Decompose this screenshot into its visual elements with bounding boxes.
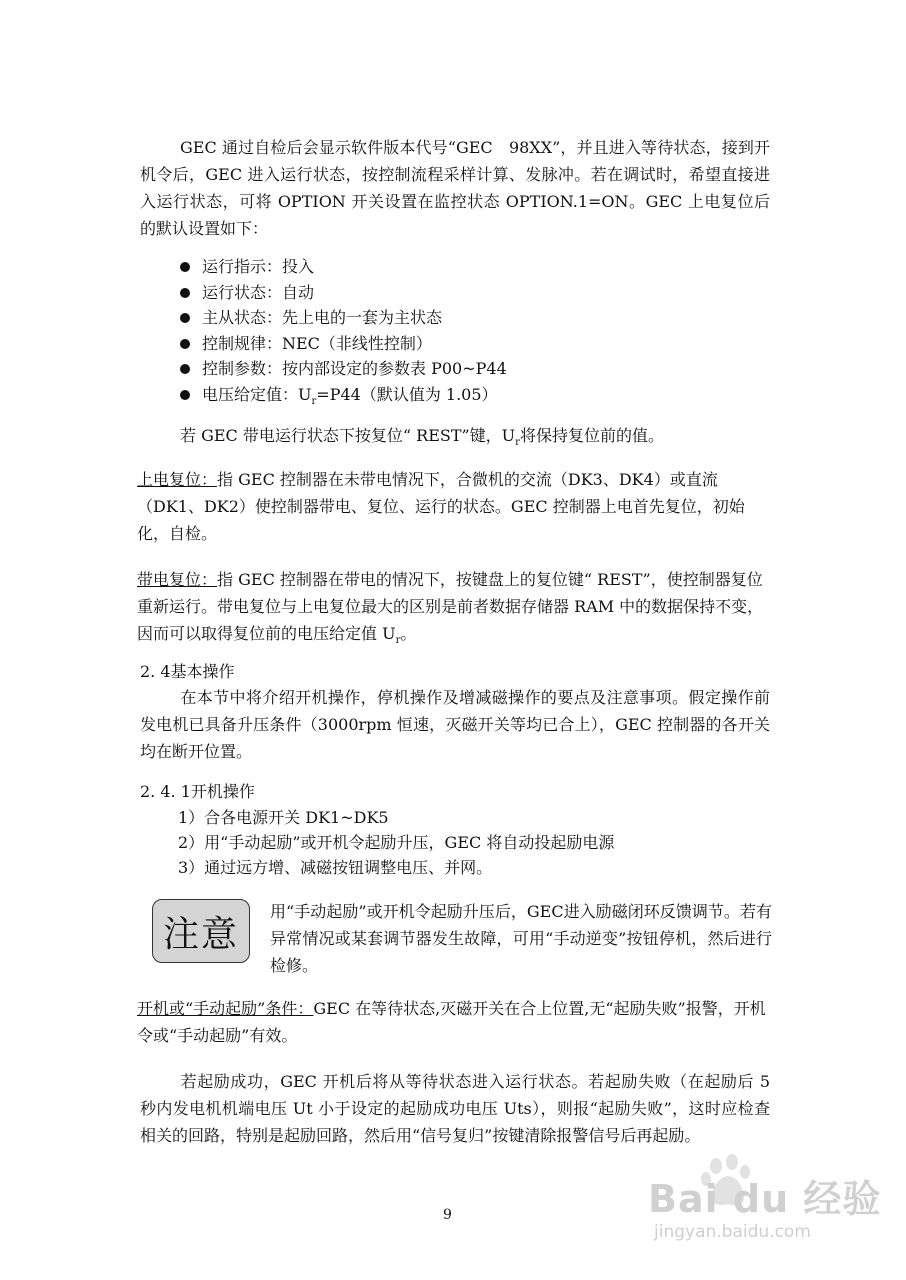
live-reset-definition: 带电复位：指 GEC 控制器在带电的情况下，按键盘上的复位键“ REST”，使控制器复位重新运行。带电复位与上电复位最大的区别是前者数据存储器 RAM 中的数据保持不变，因而可以取得复位前的电压给定值 $U_r$。 xyxy=(137,570,764,647)
list-item: 运行指示：投入 xyxy=(178,254,507,280)
definition-term: 带电复位： xyxy=(137,570,218,589)
baidu-watermark xyxy=(648,1152,888,1262)
list-item: 控制规律：NEC（非线性控制） xyxy=(178,331,507,357)
section-heading-2-4: 2. 4基本操作 xyxy=(140,662,235,681)
note-text: 用“手动起励”或开机令起励升压后，GEC进入励磁闭环反馈调节。若有异常情况或某套调节器发生故障，可用“手动逆变”按钮停机，然后进行检修。 xyxy=(270,902,772,975)
bullet-icon xyxy=(180,262,190,272)
list-item: 电压给定值：$U_r=P44$（默认值为 1.05） xyxy=(178,382,507,415)
page-number: 9 xyxy=(443,1207,452,1223)
power-on-reset-definition xyxy=(137,466,771,547)
section-2-4-paragraph: 在本节中将介绍开机操作，停机操作及增减磁操作的要点及注意事项。假定操作前发电机已具备升压条件（3000rpm 恒速，灭磁开关等均已合上），GEC 控制器的各开关均在断开位置。 xyxy=(140,688,770,761)
intro-text: GEC 通过自检后会显示软件版本代号“GEC 98XX”，并且进入等待状态，接到开机令后，GEC 进入运行状态，按控制流程采样计算、发脉冲。若在调试时，希望直接进入运行状态，可将 OPTION 开关设置在监控状态 OPTION.1=ON。GEC 上电复位后的默认设置如下： xyxy=(140,138,770,238)
bullet-icon xyxy=(180,288,190,298)
definition-text: 指 GEC 控制器在未带电情况下，合微机的交流（DK3、DK4）或直流（DK1、DK2）使控制器带电、复位、运行的状态。GEC 控制器上电首先复位，初始化，自检。 xyxy=(137,470,745,543)
watermark-url: jingyan.baidu.com xyxy=(654,1222,811,1242)
watermark-brand: Bai du 经验 xyxy=(648,1177,882,1221)
list-item: 3）通过远方增、减磁按钮调整电压、并网。 xyxy=(178,858,493,877)
list-item: 2）用“手动起励”或开机令起励升压，GEC 将自动投起励电源 xyxy=(178,833,615,852)
section-heading-2-4-1: 2. 4. 1开机操作 xyxy=(140,782,255,801)
excitation-paragraph: 若起励成功，GEC 开机后将从等待状态进入运行状态。若起励失败（在起励后 5 秒内发电机机端电压 Ut 小于设定的起励成功电压 Uts），则报“起励失败”，这时应检查相关的回路，特别是起励回路，然后用“信号复归”按键清除报警信号后再起励。 xyxy=(140,1072,770,1145)
list-item: 主从状态：先上电的一套为主状态 xyxy=(178,305,507,331)
list-item: 控制参数：按内部设定的参数表 P00~P44 xyxy=(178,356,507,382)
bullet-icon xyxy=(180,313,190,323)
start-condition-definition: 开机或“手动起励”条件：GEC 在等待状态,灭磁开关在合上位置,无“起励失败”报警，开机令或“手动起励”有效。 xyxy=(137,999,766,1045)
bullet-icon xyxy=(180,339,190,349)
intro-paragraph xyxy=(140,134,770,242)
definition-term: 开机或“手动起励”条件： xyxy=(137,999,314,1018)
bullet-icon xyxy=(180,364,190,374)
note-badge: 注意 xyxy=(152,899,250,963)
definition-term: 上电复位： xyxy=(137,470,218,489)
default-settings-list xyxy=(178,254,507,414)
reset-note-paragraph: 若 GEC 带电运行状态下按复位“ REST”键，$U_r$将保持复位前的值。 xyxy=(180,426,664,449)
startup-steps-list xyxy=(178,805,614,880)
list-item: 运行状态：自动 xyxy=(178,280,507,306)
list-item: 1）合各电源开关 DK1~DK5 xyxy=(178,808,389,827)
bullet-icon xyxy=(180,390,190,400)
